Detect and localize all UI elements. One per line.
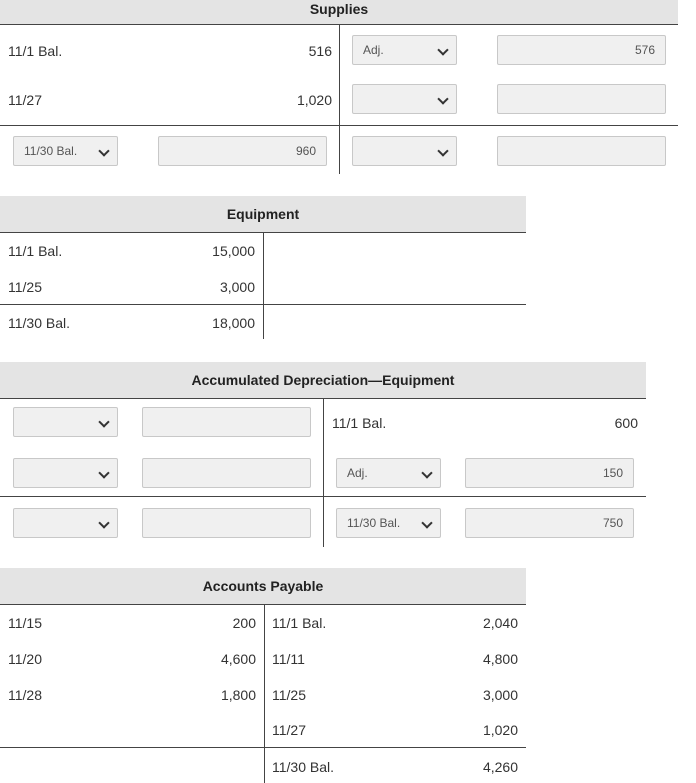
supplies-title: Supplies <box>0 0 678 25</box>
accounts-payable-debit-label: 11/28 <box>8 687 42 703</box>
accounts-payable-balance-label: 11/30 Bal. <box>272 759 335 775</box>
supplies-divider <box>339 24 340 174</box>
accumulated-depreciation-debit-select[interactable] <box>13 407 118 437</box>
supplies-debit-label: 11/27 <box>8 92 42 108</box>
accounts-payable-balance-rule <box>0 747 526 748</box>
accounts-payable-balance-value: 4,260 <box>482 759 518 775</box>
equipment-debit-value: 15,000 <box>212 243 255 259</box>
accounts-payable-credit-label: 11/11 <box>272 651 305 667</box>
chevron-down-icon <box>421 467 432 478</box>
supplies-credit-amount-input[interactable] <box>497 136 666 166</box>
accumulated-depreciation-credit-label: 11/1 Bal. <box>332 415 387 431</box>
chevron-down-icon <box>437 93 448 104</box>
equipment-debit-label: 11/1 Bal. <box>8 243 63 259</box>
chevron-down-icon <box>437 145 448 156</box>
equipment-debit-value: 3,000 <box>219 279 255 295</box>
equipment-title: Equipment <box>0 196 526 233</box>
equipment-divider <box>263 233 264 339</box>
accumulated-depreciation-debit-amount-input[interactable] <box>142 407 311 437</box>
accumulated-depreciation-credit-value: 600 <box>614 415 638 431</box>
accounts-payable-credit-label: 11/27 <box>272 722 306 738</box>
supplies-credit-select[interactable] <box>352 136 457 166</box>
accumulated-depreciation-title: Accumulated Depreciation—Equipment <box>0 362 646 399</box>
accounts-payable-divider <box>264 605 265 783</box>
accounts-payable-credit-value: 4,800 <box>482 651 518 667</box>
accounts-payable-title: Accounts Payable <box>0 568 526 605</box>
equipment-balance-value: 18,000 <box>212 315 255 331</box>
chevron-down-icon <box>437 44 448 55</box>
accumulated-depreciation-divider <box>323 399 324 547</box>
supplies-debit-label: 11/1 Bal. <box>8 43 63 59</box>
accumulated-depreciation-debit-select[interactable] <box>13 508 118 538</box>
accumulated-depreciation-balance-rule <box>0 496 646 497</box>
accumulated-depreciation-debit-select[interactable] <box>13 458 118 488</box>
accounts-payable-debit-value: 1,800 <box>220 687 256 703</box>
chevron-down-icon <box>98 467 109 478</box>
supplies-debit-value: 1,020 <box>296 92 332 108</box>
accounts-payable-credit-label: 11/25 <box>272 687 306 703</box>
accounts-payable-debit-label: 11/20 <box>8 651 42 667</box>
accounts-payable-credit-label: 11/1 Bal. <box>272 615 327 631</box>
accounts-payable-debit-label: 11/15 <box>8 615 42 631</box>
accounts-payable-credit-value: 3,000 <box>482 687 518 703</box>
accumulated-depreciation-debit-amount-input[interactable] <box>142 508 311 538</box>
accumulated-depreciation-debit-amount-input[interactable] <box>142 458 311 488</box>
chevron-down-icon <box>98 517 109 528</box>
accumulated-depreciation-balance-select[interactable]: 11/30 Bal. <box>336 508 441 538</box>
equipment-balance-rule <box>0 304 526 305</box>
supplies-balance-amount-input[interactable]: 960 <box>158 136 327 166</box>
chevron-down-icon <box>98 416 109 427</box>
accounts-payable-credit-value: 2,040 <box>482 615 518 631</box>
supplies-credit-select[interactable]: Adj. <box>352 35 457 65</box>
accumulated-depreciation-credit-amount-input[interactable]: 150 <box>465 458 634 488</box>
accounts-payable-debit-value: 4,600 <box>220 651 256 667</box>
supplies-balance-rule <box>0 125 678 126</box>
equipment-debit-label: 11/25 <box>8 279 42 295</box>
supplies-credit-select[interactable] <box>352 84 457 114</box>
equipment-balance-label: 11/30 Bal. <box>8 315 71 331</box>
supplies-debit-value: 516 <box>308 43 332 59</box>
accounts-payable-debit-value: 200 <box>232 615 256 631</box>
accumulated-depreciation-balance-amount-input[interactable]: 750 <box>465 508 634 538</box>
supplies-credit-amount-input[interactable] <box>497 84 666 114</box>
accumulated-depreciation-credit-select[interactable]: Adj. <box>336 458 441 488</box>
chevron-down-icon <box>421 517 432 528</box>
chevron-down-icon <box>98 145 109 156</box>
accounts-payable-credit-value: 1,020 <box>482 722 518 738</box>
supplies-balance-select[interactable]: 11/30 Bal. <box>13 136 118 166</box>
supplies-credit-amount-input[interactable]: 576 <box>497 35 666 65</box>
